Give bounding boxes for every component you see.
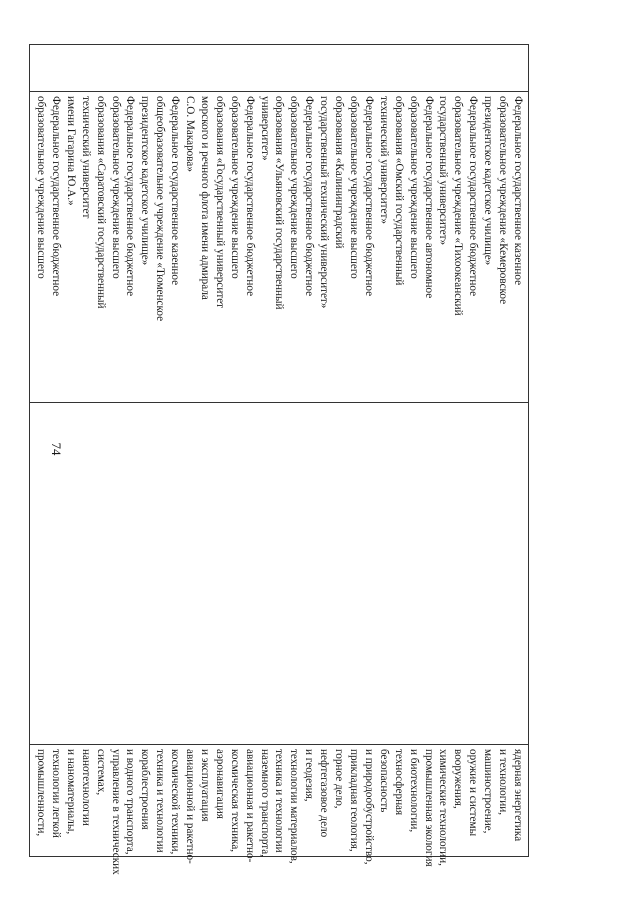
institution-line: образовательное учреждение «Кемеровское xyxy=(497,96,510,305)
specialty-line: ядерная энергетика xyxy=(512,749,524,842)
institution-line: президентское кадетское училище» xyxy=(139,96,152,266)
institution-line: С.О. Макарова» xyxy=(184,96,197,172)
institution-line: имени Гагарина Ю.А.» xyxy=(64,96,77,206)
institution-line: образования «Калининградский xyxy=(333,96,346,249)
specialty-line: химические технологии, xyxy=(437,749,450,866)
specialty-line: и геодезия, xyxy=(303,749,316,802)
specialty-line: машиностроение, xyxy=(482,749,495,834)
institution-line: образовательное учреждение высшего xyxy=(109,96,122,279)
institution-line: морского и речного флота имени адмирала xyxy=(198,96,211,300)
institution-line: университет» xyxy=(258,96,271,161)
institution-line: Федеральное государственное бюджетное xyxy=(362,96,375,297)
row-number-cell xyxy=(30,45,529,92)
institution-line: Федеральное государственное бюджетное xyxy=(303,96,316,297)
institution-line: Федеральное государственное бюджетное xyxy=(49,96,62,297)
institution-line: технический университет» xyxy=(377,96,390,224)
specialty-line: технологии материалов, xyxy=(288,749,301,864)
institution-line: образовательное учреждение высшего xyxy=(228,96,241,279)
specialty-line: нефтегазовое дело xyxy=(318,749,331,838)
specialty-line: кораблестроения xyxy=(139,749,152,830)
institution-line: образования «Омский государственный xyxy=(392,96,405,286)
institution-line: образовательное учреждение высшего xyxy=(407,96,420,279)
specialty-line: и наноматериалы, xyxy=(64,749,77,835)
institution-line: Федеральное государственное бюджетное xyxy=(124,96,137,297)
specialty-line: авиационная и ракетно- xyxy=(243,749,256,863)
institution-line: образовательное учреждение высшего xyxy=(35,96,47,279)
institution-line: технический университет xyxy=(79,96,92,219)
specialties-text xyxy=(33,749,525,875)
page-number: 74 xyxy=(49,442,64,456)
specialty-line: и эксплуатация xyxy=(198,749,211,822)
specialty-line: оружие и системы xyxy=(467,749,480,837)
specialty-line: и водного транспорта, xyxy=(124,749,137,855)
specialty-line: безопасность xyxy=(377,749,390,813)
specialty-line: космическая техника, xyxy=(228,749,241,853)
specialty-line: вооружения, xyxy=(452,749,465,809)
specialty-line: и биотехнологии, xyxy=(407,749,420,833)
table-row xyxy=(30,45,529,857)
institutions-cell xyxy=(30,92,529,403)
institution-line: общеобразовательное учреждение «Тюменское xyxy=(154,96,167,322)
specialty-line: горное дело, xyxy=(333,749,346,809)
specialty-line: наземного транспорта, xyxy=(258,749,271,858)
institution-line: Федеральное государственное казенное xyxy=(169,96,182,286)
main-table xyxy=(29,44,529,875)
specialty-line: нанотехнологии xyxy=(79,749,92,826)
specialty-line: авиационной и ракетно- xyxy=(184,749,197,864)
institution-line: образования «Саратовский государственный xyxy=(94,96,107,309)
specialty-line: промышленная экология xyxy=(422,749,435,867)
specialty-line: космической техники, xyxy=(169,749,182,855)
institution-line: Федеральное государственное автономное xyxy=(422,96,435,299)
specialty-line: и технологии, xyxy=(497,749,510,816)
specialty-line: и природообустройство, xyxy=(362,749,375,865)
specialty-line: системах, xyxy=(94,749,107,796)
specialty-line: прикладная геология, xyxy=(348,749,361,852)
specialty-line: аэронавигация xyxy=(213,749,226,819)
institution-line: государственный технический университет» xyxy=(318,96,331,309)
specialty-line: техносферная xyxy=(392,749,405,816)
institutions-text xyxy=(33,96,525,398)
institution-line: государственный университет» xyxy=(437,96,450,246)
institution-line: Федеральное государственное бюджетное xyxy=(243,96,256,297)
specialty-line: технологии легкой xyxy=(49,749,62,838)
specialty-line: промышленности, xyxy=(35,749,47,837)
institution-line: образовательное учреждение «Тихоокеанский xyxy=(452,96,465,316)
specialty-line: управление в технических xyxy=(109,749,122,875)
institution-line: Федеральное государственное бюджетное xyxy=(467,96,480,297)
institution-line: образовательное учреждение высшего xyxy=(288,96,301,279)
specialty-line: техника и технологии xyxy=(154,749,167,853)
specialties-cell xyxy=(30,745,529,875)
empty-cell xyxy=(30,403,529,745)
institution-line: образования «Ульяновский государственный xyxy=(273,96,286,310)
institution-line: Федеральное государственное казенное xyxy=(512,96,524,286)
institution-line: образования «Государственный университет xyxy=(213,96,226,309)
institution-line: образовательное учреждение высшего xyxy=(348,96,361,279)
institution-line: президентское кадетское училище» xyxy=(482,96,495,266)
specialty-line: техника и технологии xyxy=(273,749,286,853)
